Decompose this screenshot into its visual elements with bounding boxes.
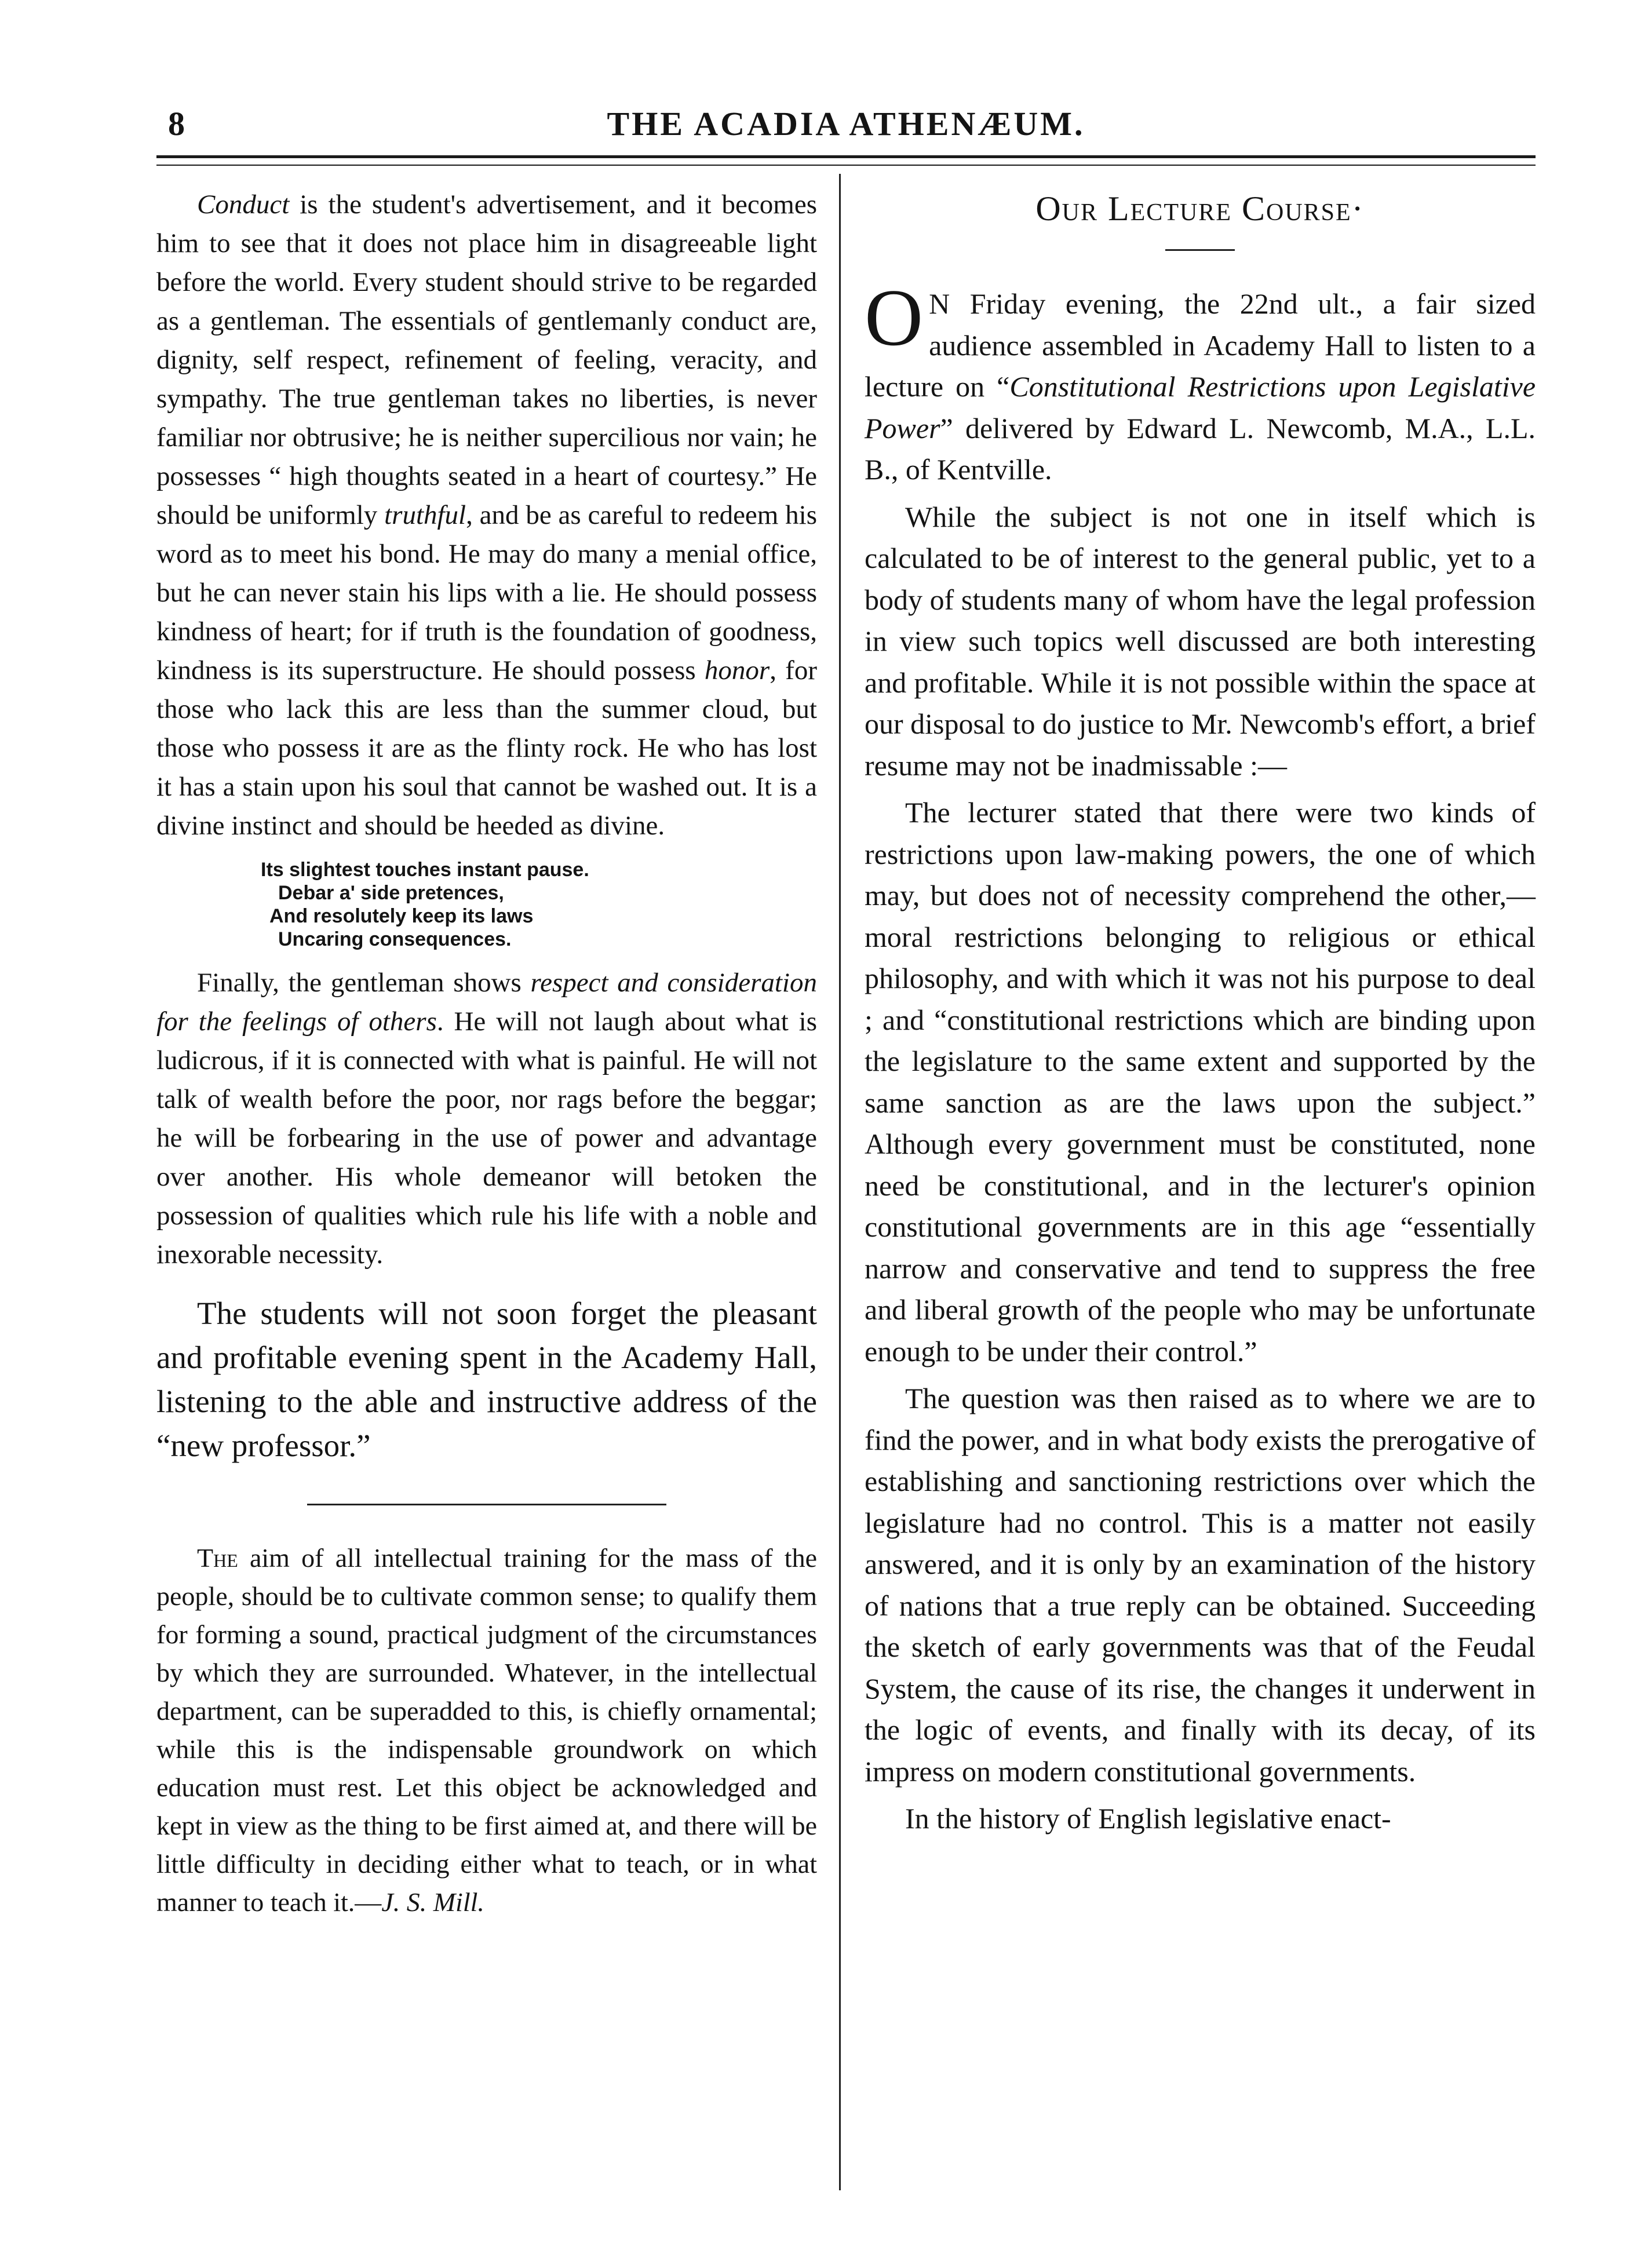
conduct-text-2: , and be as careful to redeem his word as to meet his bond. He may do many a menial office, but he can never stain his lips with a lie. He should possess kindness of heart; for if truth is the foundation of goodness, kindness is its superstructure. He should possess xyxy=(156,500,818,685)
mill-quote-paragraph xyxy=(156,1539,817,1921)
right-column xyxy=(865,185,1536,1840)
lecture-paragraph: In the history of English legislative enact- xyxy=(905,1802,1391,1835)
conduct-lead: Conduct xyxy=(197,189,290,220)
title-dash xyxy=(1165,249,1235,251)
header-rule-thin xyxy=(156,165,1536,166)
column-divider xyxy=(839,174,841,2190)
header-rule-thick xyxy=(156,155,1536,158)
poem-quote xyxy=(156,858,817,951)
section-title: Our Lecture Course· xyxy=(1035,189,1365,228)
mill-lead: The xyxy=(197,1543,238,1573)
newspaper-page xyxy=(156,87,1536,2231)
finally-text-2: . He will not laugh about what is ludicrous, if it is connected with what is painful. He will not talk of wealth before the poor, nor rags before the beggar; he will be forbearing in the use of power and advantage over another. His whole demeanor will betoken the possession of qualities which rule his life with a noble and inexorable necessity. xyxy=(156,1006,817,1270)
lecture-paragraph: While the subject is not one in itself which is calculated to be of interest to the general public, yet to a body of students many of whom have the legal profession in view such topics well discussed are both interesting and profitable. While it is not possible within the space at our disposal to do justice to Mr. Newcomb's effort, a brief resume may not be inadmissable :— xyxy=(865,500,1536,782)
mill-signature: J. S. Mill. xyxy=(381,1887,484,1917)
left-column xyxy=(156,185,817,1921)
conduct-italic-honor: honor xyxy=(704,655,770,685)
finally-text-1: Finally, the gentleman shows xyxy=(197,968,531,998)
finally-italic: respect and consideration for the feelings of others xyxy=(156,968,817,1037)
conduct-paragraph xyxy=(156,185,817,845)
poem-line: Its slightest touches instant pause. xyxy=(261,859,589,881)
lecture-paragraph: The question was then raised as to where we are to find the power, and in what body exists the prerogative of establishing and sanctioning restrictions over which the legislature had no control. This is a matter not easily answered, and it is only by an examination of the history of nations that a true reply can be obtained. Succeeding the sketch of early governments was that of the Feudal System, the cause of its rise, the changes it underwent in the logic of events, and finally with its decay, of its impress on modern constitutional governments. xyxy=(865,1382,1536,1788)
poem-line: Debar a' side pretences, xyxy=(278,882,504,904)
page-number: 8 xyxy=(168,105,185,143)
page-header xyxy=(156,87,1536,151)
section-separator xyxy=(307,1504,666,1505)
poem-line: Uncaring consequences. xyxy=(278,928,512,950)
intro-text-2: ” delivered by Edward L. Newcomb, M.A., L.L. B., of Kentville. xyxy=(865,411,1536,486)
lecture-intro-paragraph xyxy=(865,273,1536,491)
lecture-paragraph: The lecturer stated that there were two kinds of restrictions upon law-making powers, the one of which may, but does not of necessity comprehend the other,—moral restrictions belonging to religious or ethical philosophy, and with which it was not his purpose to deal ; and “constitutional restrictions which are binding upon the legislature to the same extent and supported by the same sanction as are the laws upon the subject.” Although every government must be constituted, none need be constitutional, and in the lecturer's opinion constitutional governments are in this age “essentially narrow and conservative and tend to suppress the free and liberal growth of the people who may be unfortunate enough to be under their control.” xyxy=(865,796,1536,1367)
conduct-text-3: , for those who lack this are less than the summer cloud, but those who possess it are as the flinty rock. He who has lost it has a stain upon his soul that cannot be washed out. It is a divine instinct and should be heeded as divine. xyxy=(156,655,817,841)
lecture-title-italic: Constitutional Restrictions upon Legislative Power xyxy=(865,370,1536,444)
poem-line: And resolutely keep its laws xyxy=(269,905,534,927)
conduct-text-1: is the student's advertisement, and it becomes him to see that it does not place him in disagreeable light before the world. Every student should strive to be regarded as a gentleman. The essentials of gentlemanly conduct are, dignity, self respect, refinement of feeling, veracity, and sympathy. The true gentleman takes no liberties, is never familiar nor obtrusive; he is neither supercilious nor vain; he possesses “ high thoughts seated in a heart of courtesy.” He should be uniformly xyxy=(156,189,817,530)
intro-text-1: N Friday evening, the 22nd ult., a fair sized audience assembled in Academy Hall to listen to a lecture on “ xyxy=(865,287,1536,403)
journal-title: THE ACADIA ATHENÆUM. xyxy=(607,105,1085,143)
mill-text: aim of all intellectual training for the mass of the people, should be to cultivate common sense; to qualify them for forming a sound, practical judgment of the circumstances by which they are surrounded. Whatever, in the intellectual department, can be superadded to this, is chiefly ornamental; while this is the indispensable groundwork on which education must rest. Let this object be acknowledged and kept in view as the thing to be first aimed at, and there will be little difficulty in deciding either what to teach, or in what manner to teach it.— xyxy=(156,1543,817,1917)
drop-cap: O xyxy=(865,273,924,363)
conduct-italic-truthful: truthful xyxy=(384,500,466,530)
finally-paragraph xyxy=(156,964,817,1274)
students-paragraph: The students will not soon forget the pleasant and profitable evening spent in the Academy Hall, listening to the able and instructive address of the “new professor.” xyxy=(156,1296,817,1463)
